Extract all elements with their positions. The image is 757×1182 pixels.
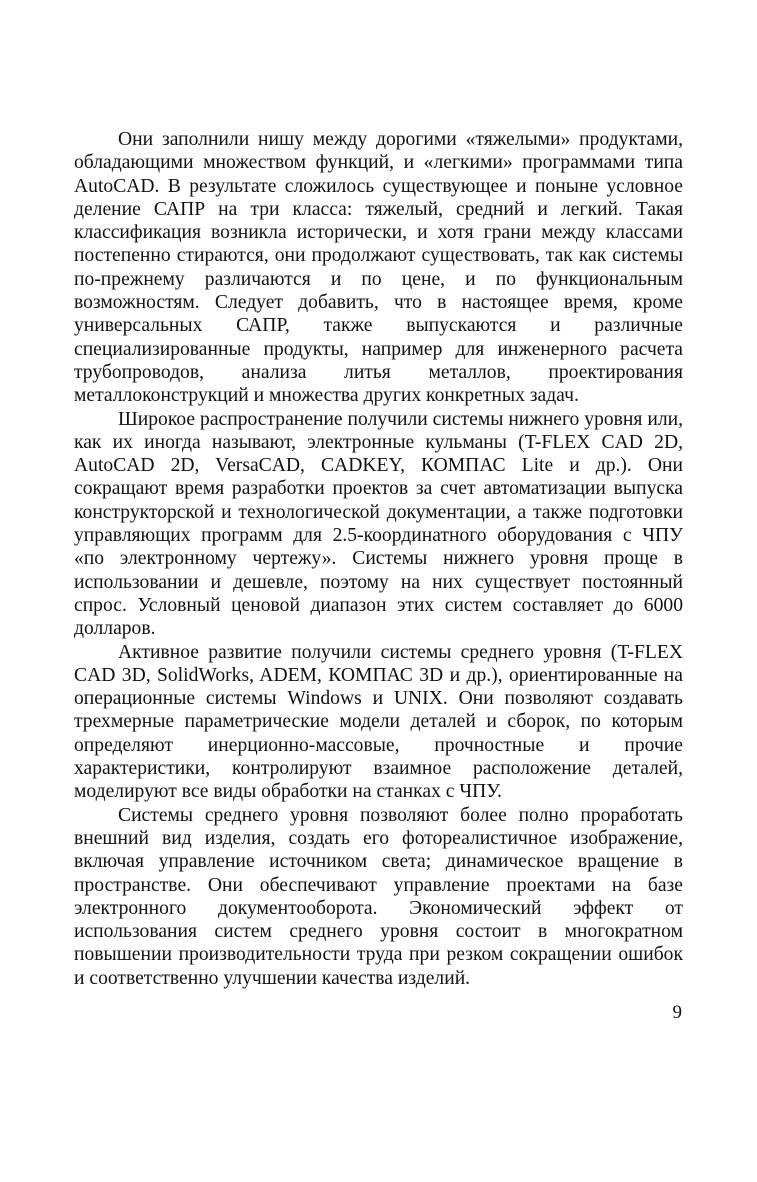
page-body [74,128,683,990]
paragraph-mid-level-benefits: Системы среднего уровня позволяют более полно проработать внешний вид изделия, создать его фотореалистичное изображение, включая управление источником света; динамическое вращение в пространстве. Они обеспечивают управление проектами на базе электронного документооборота. Экономический эффект от использования систем среднего уровня состоит в многократном повышении производительности труда при резком сокращении ошибок и соответственно улучшении качества изделий. [74,804,683,989]
page-number: 9 [672,1002,682,1023]
paragraph-mid-level-systems: Активное развитие получили системы среднего уровня (T-FLEX CAD 3D, SolidWorks, ADEM, КОМПАС 3D и др.), ориентированные на операционные системы Windows и UNIX. Они позволяют создавать трехмерные параметрические модели деталей и сборок, по которым определяют инерционно-массовые, прочностные и прочие характеристики, контролируют взаимное расположение деталей, моделируют все виды обработки на станках с ЧПУ. [74,641,683,803]
paragraph-cad-classes: Они заполнили нишу между дорогими «тяжелыми» продуктами, обладающими множеством функций, и «легкими» программами типа AutoCAD. В результате сложилось существующее и поныне условное деление САПР на три класса: тяжелый, средний и легкий. Такая классификация возникла исторически, и хотя грани между классами постепенно стираются, они продолжают существовать, так как системы по-прежнему различаются и по цене, и по функциональным возможностям. Следует добавить, что в настоящее время, кроме универсальных САПР, также выпускаются и различные специализированные продукты, например для инженерного расчета трубопроводов, анализа литья металлов, проектирования металлоконструкций и множества других конкретных задач. [74,129,683,407]
paragraph-low-level-systems: Широкое распространение получили системы нижнего уровня или, как их иногда называют, электронные кульманы (T-FLEX CAD 2D, AutoCAD 2D, VersaCAD, CADKEY, КОМПАС Lite и др.). Они сокращают время разработки проектов за счет автоматизации выпуска конструкторской и технологической документации, а также подготовки управляющих программ для 2.5-координатного оборудования с ЧПУ «по электронному чертежу». Системы нижнего уровня проще в использовании и дешевле, поэтому на них существует постоянный спрос. Условный ценовой диапазон этих систем составляет до 6000 долларов. [74,408,683,640]
